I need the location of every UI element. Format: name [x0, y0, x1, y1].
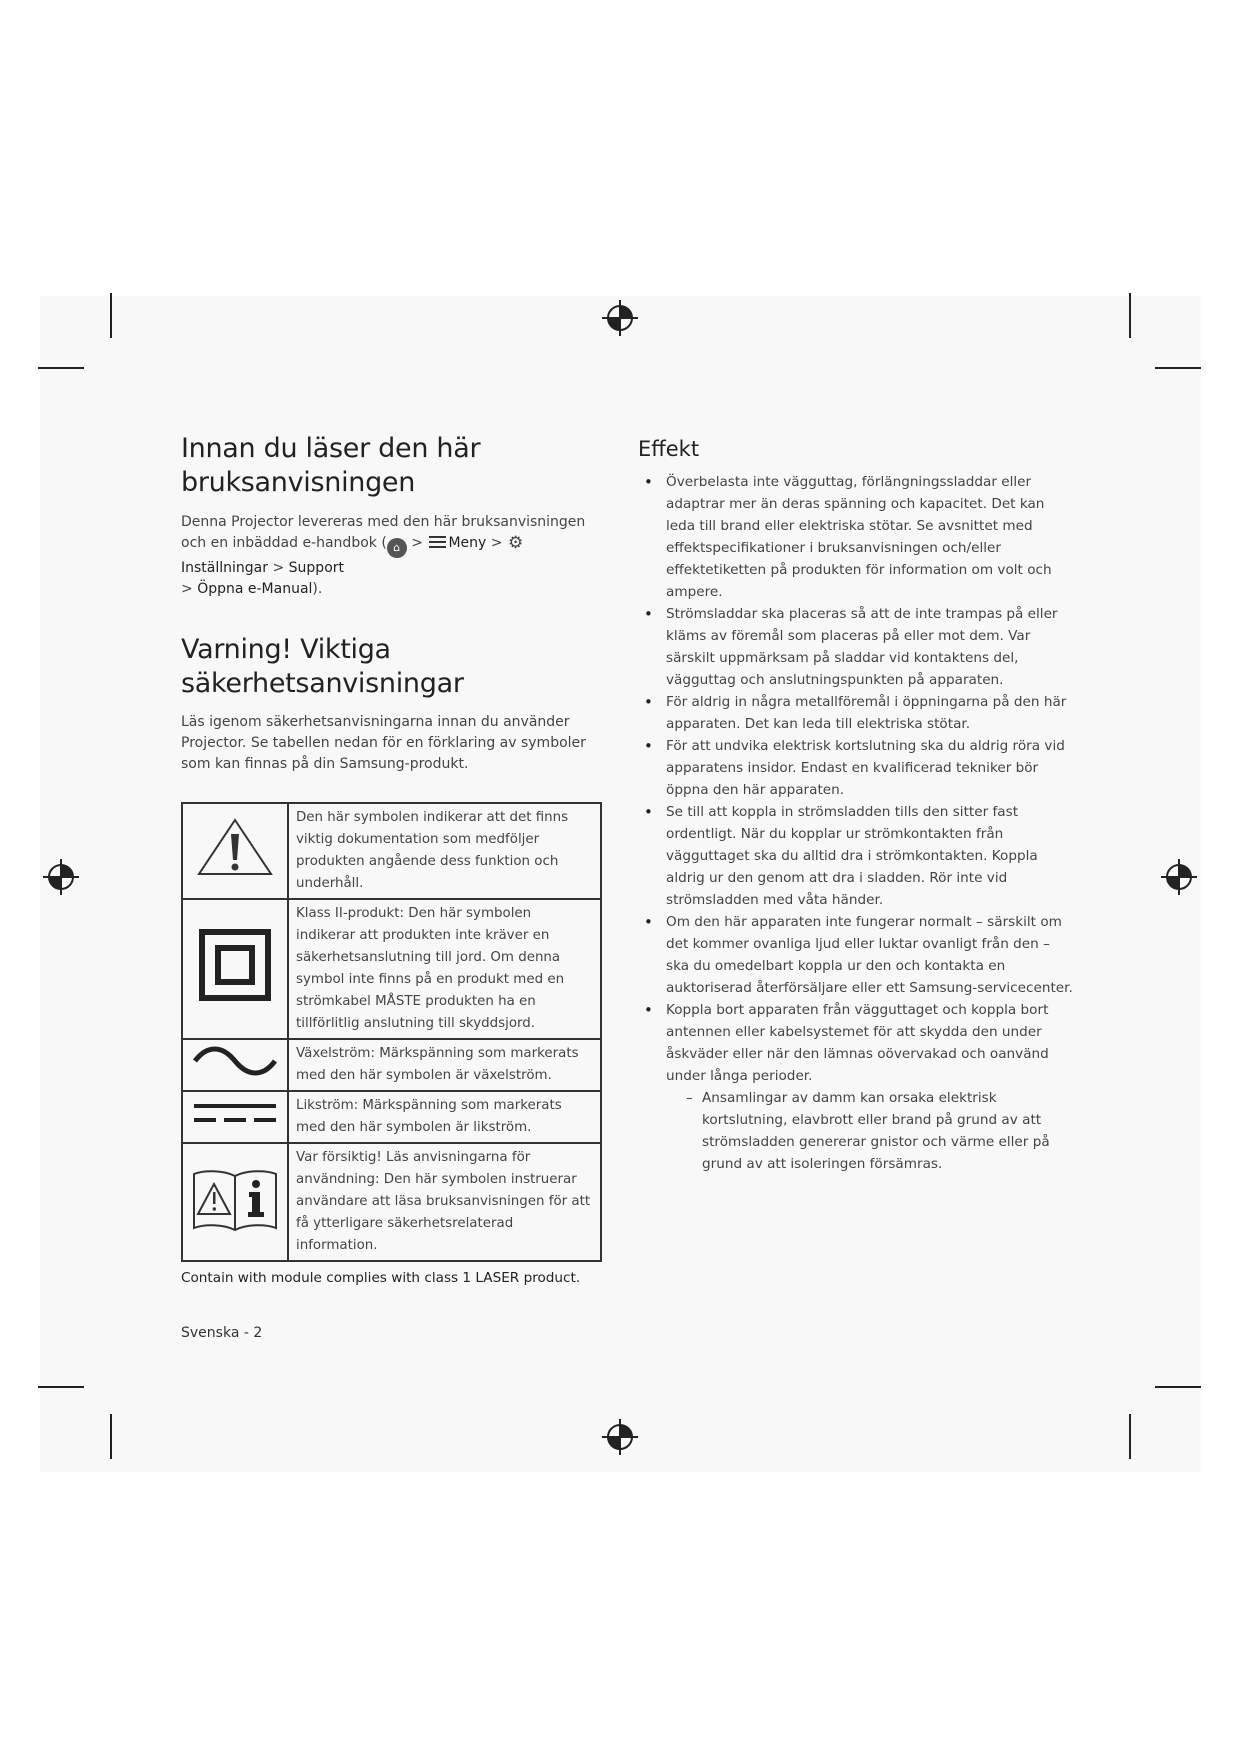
symbol-cell — [182, 803, 288, 899]
sub-list-item: – Ansamlingar av damm kan orsaka elektrisk kortslutning, elavbrott eller brand på grund av att strömsladden genererar gnistor och värme eller på grund av att isoleringen försämras. — [676, 1087, 1073, 1175]
symbol-description: Var försiktig! Läs anvisningarna för användning: Den här symbolen instruerar användare att läsa bruksanvisningen för att få ytterligare säkerhetsrelaterad information. — [288, 1143, 601, 1261]
crop-mark — [38, 367, 84, 369]
symbol-cell — [182, 1039, 288, 1091]
warning-triangle-icon — [196, 816, 274, 878]
warning-intro: Läs igenom säkerhetsanvisningarna innan du använder Projector. Se tabellen nedan för en förklaring av symboler som kan finnas på din Samsung-produkt. — [181, 714, 586, 772]
registration-mark-icon — [601, 299, 639, 337]
table-row — [182, 1143, 601, 1261]
list-item-text: Om den här apparaten inte fungerar normalt – särskilt om det kommer ovanliga ljud eller luktar ovanligt från den – ska du omedelbart koppla ur den och kontakta en auktoriserad återförsäljare eller ett Samsung-servicecenter. — [666, 914, 1073, 996]
symbol-cell — [182, 1091, 288, 1143]
intro-text: Denna Projector levereras med den här bruksanvisningen och en inbäddad e-handbok ( — [181, 514, 586, 551]
symbol-cell — [182, 899, 288, 1039]
effekt-list — [638, 471, 1073, 1175]
open-emanual-label: Öppna e-Manual — [197, 581, 313, 597]
crop-mark — [110, 293, 112, 338]
list-item-text: Strömsladdar ska placeras så att de inte trampas på eller kläms av föremål som placeras på eller mot dem. Var särskilt uppmärksam på sladdar vid kontaktens del, vägguttag och anslutningspunkten på apparaten. — [666, 606, 1058, 688]
path-separator: > — [486, 535, 507, 551]
path-separator: > — [268, 560, 289, 576]
crop-mark — [1129, 293, 1131, 338]
registration-mark-icon — [1160, 858, 1198, 896]
list-item — [638, 735, 1073, 801]
symbol-description: Likström: Märkspänning som markerats med den här symbolen är likström. — [288, 1091, 601, 1143]
list-item-text: Se till att koppla in strömsladden tills den sitter fast ordentligt. När du kopplar ur strömkontakten från vägguttaget ska du alltid dra i strömkontakten. Koppla aldrig ur den genom att dra i sladden. Rör inte vid strömsladden med våta händer. — [666, 804, 1038, 908]
list-item — [638, 911, 1073, 999]
list-item — [638, 999, 1073, 1175]
menu-icon — [429, 536, 446, 548]
list-item — [638, 471, 1073, 603]
manual-caution-icon — [190, 1162, 280, 1234]
crop-mark — [38, 1386, 84, 1388]
crop-mark — [1155, 1386, 1201, 1388]
home-icon: ⌂ — [387, 538, 407, 558]
symbol-description: Den här symbolen indikerar att det finns viktig dokumentation som medföljer produkten angående dess funktion och underhåll. — [288, 803, 601, 899]
symbol-cell — [182, 1143, 288, 1261]
list-item-text: För aldrig in några metallföremål i öppningarna på den här apparaten. Det kan leda till elektriska stötar. — [666, 694, 1067, 732]
crop-mark — [1129, 1414, 1131, 1459]
support-label: Support — [288, 560, 344, 576]
intro-title: Innan du läser den här bruksanvisningen — [181, 433, 481, 498]
crop-mark — [110, 1414, 112, 1459]
path-separator: > — [181, 581, 198, 597]
list-item — [638, 691, 1073, 735]
page-footer: Svenska - 2 — [181, 1325, 263, 1341]
effekt-title: Effekt — [638, 437, 700, 461]
list-item-text: Koppla bort apparaten från vägguttaget och koppla bort antennen eller kabelsystemet för att skydda den under åskväder eller när den lämnas oövervakad och oanvänd under långa perioder. — [666, 1002, 1049, 1084]
gear-icon: ⚙ — [507, 533, 524, 553]
right-column — [638, 432, 1073, 1175]
class-ii-icon — [198, 928, 272, 1002]
list-item — [638, 603, 1073, 691]
warning-title: Varning! Viktiga säkerhetsanvisningar — [181, 634, 464, 699]
dc-icon — [192, 1098, 278, 1128]
table-row — [182, 1091, 601, 1143]
intro-text-end: ). — [312, 581, 323, 597]
path-separator: > — [406, 535, 428, 551]
list-item-text: För att undvika elektrisk kortslutning ska du aldrig röra vid apparatens insidor. Endast en kvalificerad tekniker bör öppna den här apparaten. — [666, 738, 1065, 798]
settings-label: Inställningar — [181, 560, 269, 576]
list-item-text: Överbelasta inte vägguttag, förlängningssladdar eller adaptrar mer än deras spänning och kapacitet. Det kan leda till brand eller elektriska stötar. Se avsnittet med effektspecifikationer i bruksanvisningen och/eller effektetiketten på produkten för information om volt och ampere. — [666, 474, 1052, 600]
symbols-table — [181, 802, 602, 1262]
left-column — [181, 432, 606, 1288]
ac-wave-icon — [192, 1041, 278, 1081]
crop-mark — [1155, 367, 1201, 369]
intro-paragraph — [181, 512, 606, 600]
list-item — [638, 801, 1073, 911]
laser-note: Contain with module complies with class 1 LASER product. — [181, 1270, 581, 1286]
table-row — [182, 899, 601, 1039]
menu-label: Meny — [448, 535, 487, 551]
symbol-description: Växelström: Märkspänning som markerats med den här symbolen är växelström. — [288, 1039, 601, 1091]
registration-mark-icon — [42, 858, 80, 896]
registration-mark-icon — [601, 1418, 639, 1456]
table-row — [182, 803, 601, 899]
symbol-description: Klass II-produkt: Den här symbolen indikerar att produkten inte kräver en säkerhetsanslutning till jord. Om denna symbol inte finns på en produkt med en strömkabel MÅSTE produkten ha en tillförlitlig anslutning till skyddsjord. — [288, 899, 601, 1039]
table-row — [182, 1039, 601, 1091]
